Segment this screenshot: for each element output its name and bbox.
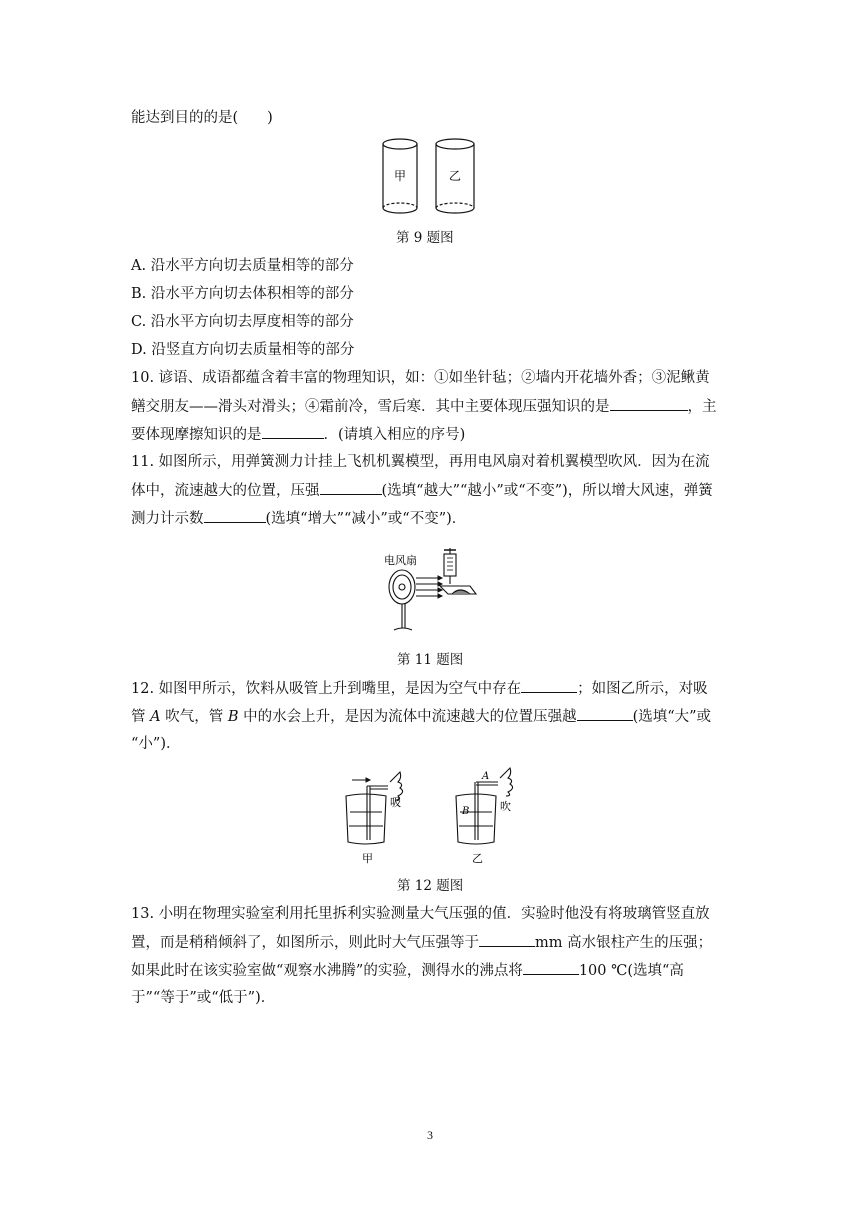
- q12-fig-A: A: [482, 771, 490, 782]
- q11-figure-fan-wing: [378, 542, 488, 638]
- q12-line2: [131, 706, 711, 727]
- q12-blow-label: 吹: [500, 800, 511, 813]
- q9-stem-tail: 能达到目的的是( ): [131, 110, 273, 126]
- q9-option-a: A. 沿水平方向切去质量相等的部分: [131, 258, 354, 274]
- q12-line1-tail: ；如图乙所示，对吸: [577, 681, 708, 697]
- q12-line2-text2: 吹气，管: [160, 709, 228, 725]
- q13-line3-text: 如果此时在该实验室做“观察水沸腾”的实验，测得水的沸点将: [131, 963, 523, 979]
- q10-line2-text: 鳝交朋友——滑头对滑头；④霜前冷，雪后寒．其中主要体现压强知识的是: [131, 399, 610, 415]
- q9-label-jia: 甲: [393, 169, 407, 183]
- q12-var-a: A: [150, 709, 161, 725]
- q13-line2-text: 置，而是稍稍倾斜了，如图所示，则此时大气压强等于: [131, 935, 479, 951]
- q11-line2-text: 体中，流速越大的位置，压强: [131, 483, 320, 499]
- q12-line1: [131, 678, 708, 699]
- page-number: 3: [427, 1128, 433, 1142]
- q12-fig-B: B: [462, 806, 470, 817]
- q11-caption: 第 11 题图: [397, 652, 464, 668]
- q11-line3: [131, 508, 466, 529]
- q10-line3-tail: ．(请填入相应的序号): [323, 427, 466, 443]
- q9-option-c: C. 沿水平方向切去厚度相等的部分: [131, 314, 354, 330]
- q12-figure-straws: [340, 766, 530, 870]
- q11-line2: [131, 480, 713, 501]
- q11-line1: 11. 如图所示，用弹簧测力计挂上飞机机翼模型，再用电风扇对着机翼模型吹风．因为在流: [131, 454, 710, 470]
- q9-option-b: B. 沿水平方向切去体积相等的部分: [131, 286, 354, 302]
- q12-caption: 第 12 题图: [397, 878, 464, 894]
- q11-line3-text: 测力计示数: [131, 511, 204, 527]
- q13-blank-boiling[interactable]: [523, 960, 579, 975]
- q11-blank-reading[interactable]: [204, 508, 266, 523]
- q11-blank-pressure[interactable]: [320, 480, 382, 495]
- q12-line3: “小”)．: [131, 736, 181, 752]
- q9-caption: 第 9 题图: [396, 230, 454, 246]
- q10-line3-text: 要体现摩擦知识的是: [131, 427, 262, 443]
- q10-line1: 10. 谚语、成语都蕴含着丰富的物理知识，如：①如坐针毡；②墙内开花墙外香；③泥鳅黄: [131, 370, 710, 386]
- q12-var-b: B: [227, 709, 239, 725]
- q12-blank-pressure[interactable]: [577, 706, 633, 721]
- q13-line3-tail: 100 ℃(选填“高: [578, 963, 684, 979]
- q13-line1: 13. 小明在物理实验室利用托里拆利实验测量大气压强的值．实验时他没有将玻璃管竖直放: [131, 906, 710, 922]
- q13-line4: 于”“等于”或“低于”)．: [131, 990, 276, 1006]
- q13-blank-mm[interactable]: [479, 932, 535, 947]
- q9-label-yi: 乙: [448, 169, 462, 183]
- q12-line2-text3: 中的水会上升，是因为流体中流速越大的位置压强越: [238, 709, 577, 725]
- q10-blank-pressure[interactable]: [610, 396, 688, 411]
- q12-line2-text: 管: [131, 709, 151, 725]
- q10-line2-tail: ，主: [687, 399, 717, 415]
- q11-fan-label: 电风扇: [384, 554, 417, 567]
- q13-line2: [131, 932, 712, 953]
- q12-line1-text: 12. 如图甲所示，饮料从吸管上升到嘴里，是因为空气中存在: [131, 681, 522, 697]
- q13-line3: [131, 960, 684, 981]
- q9-option-d: D. 沿竖直方向切去质量相等的部分: [131, 342, 355, 358]
- q12-suck-label: 吸: [390, 796, 401, 809]
- q12-blank-air[interactable]: [521, 678, 577, 693]
- q12-label-jia: 甲: [362, 852, 373, 865]
- q11-line3-tail: (选填“增大”“减小”或“不变”)．: [265, 511, 467, 527]
- q12-line2-tail: (选填“大”或: [632, 709, 712, 725]
- q10-blank-friction[interactable]: [262, 424, 324, 439]
- q13-line2-tail: mm 高水银柱产生的压强；: [535, 935, 713, 951]
- q10-line3: [131, 424, 465, 445]
- q12-label-yi: 乙: [472, 852, 483, 865]
- q11-line2-tail: (选填“越大”“越小”或“不变”)，所以增大风速，弹簧: [381, 483, 713, 499]
- q10-line2: [131, 396, 717, 417]
- q9-figure-cylinders: [378, 134, 478, 220]
